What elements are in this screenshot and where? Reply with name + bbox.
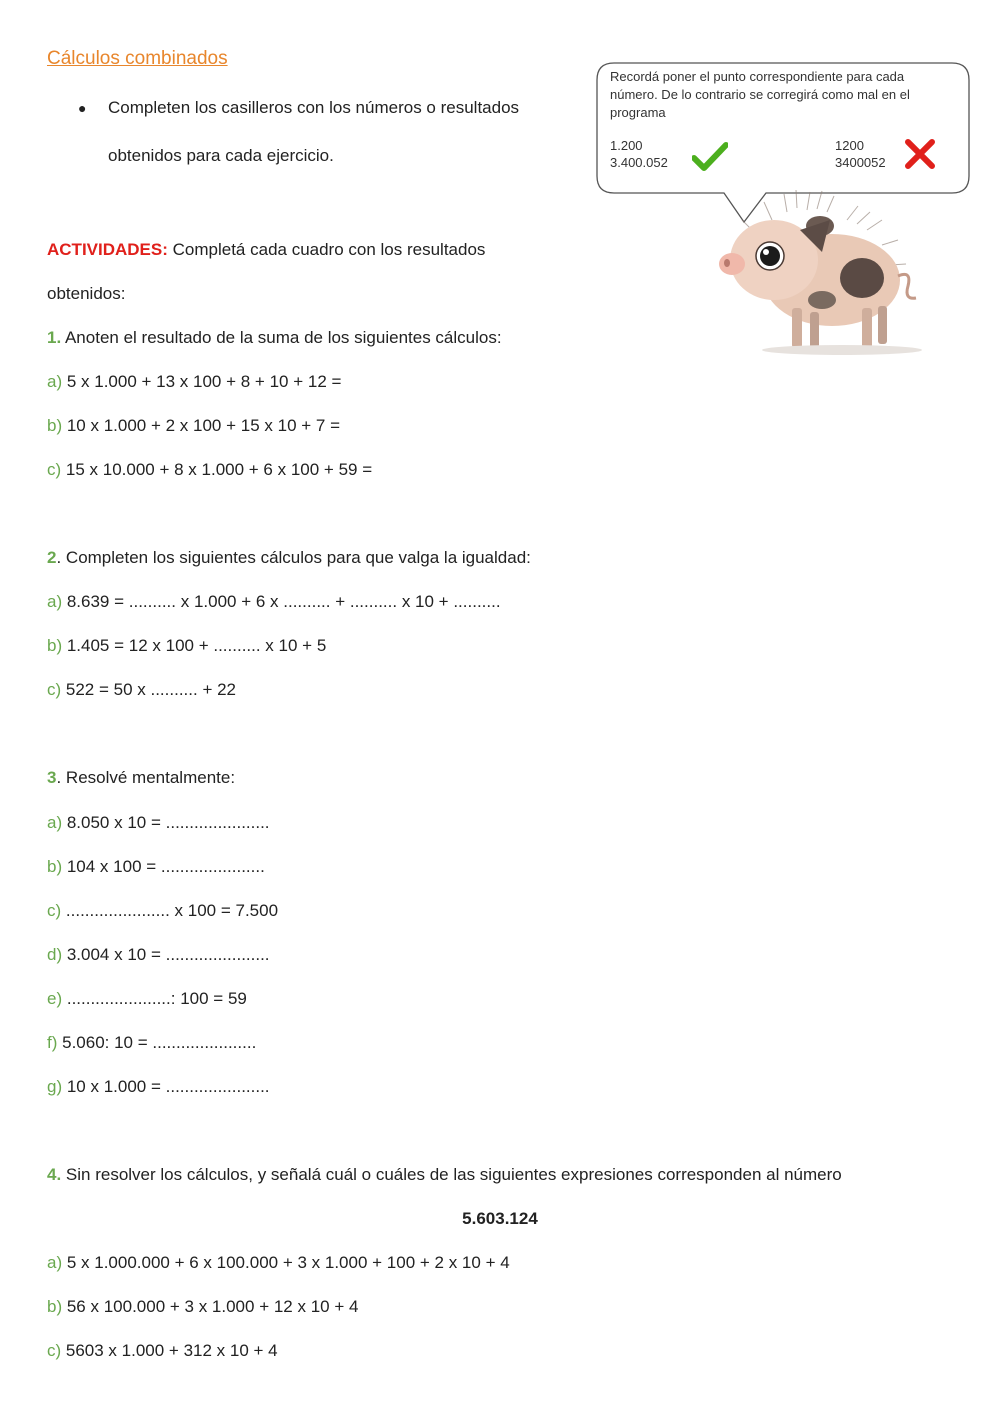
exercise-item: [47, 988, 247, 1010]
exercise-item: [47, 591, 501, 613]
exercise-text: Anoten el resultado de la suma de los siguientes cálculos:: [61, 328, 502, 347]
exercise-item: [47, 371, 341, 393]
exercise-number: 1.: [47, 328, 62, 347]
exercise-text: . Resolvé mentalmente:: [56, 768, 236, 787]
item-letter: f): [47, 1033, 58, 1052]
exercise-item: [47, 459, 372, 481]
exercise-number: 4.: [47, 1165, 62, 1184]
exercise-text: . Completen los siguientes cálculos para que valga la igualdad:: [56, 548, 531, 567]
piglet-illustration: [712, 190, 932, 360]
cross-icon: [904, 138, 936, 170]
item-text: ...................... x 100 = 7.500: [61, 901, 279, 920]
exercise-item: [47, 1340, 278, 1362]
callout-text-line-1: Recordá poner el punto correspondiente para cada: [610, 69, 905, 84]
exercise-item: [47, 944, 270, 966]
exercise-item: [47, 1252, 510, 1274]
instruction-line-1: Completen los casilleros con los números o resultados: [108, 98, 520, 117]
item-letter: g): [47, 1077, 63, 1096]
item-letter: a): [47, 372, 63, 391]
activities-text-2: obtenidos:: [47, 284, 126, 303]
item-text: 10 x 1.000 + 2 x 100 + 15 x 10 + 7 =: [62, 416, 341, 435]
exercise-item: [47, 1032, 256, 1054]
item-text: 3.004 x 10 = ......................: [62, 945, 270, 964]
exercise-item: [47, 812, 270, 834]
exercise-item: [47, 1076, 270, 1098]
bullet-dot-icon: ●: [78, 100, 87, 116]
callout-text-line-3: programa: [610, 105, 666, 120]
activities-label: ACTIVIDADES:: [47, 240, 168, 259]
item-letter: d): [47, 945, 63, 964]
item-text: 104 x 100 = ......................: [62, 857, 265, 876]
item-letter: e): [47, 989, 63, 1008]
target-number: 5.603.124: [462, 1209, 538, 1228]
item-text: 5603 x 1.000 + 312 x 10 + 4: [61, 1341, 278, 1360]
item-text: ......................: 100 = 59: [62, 989, 247, 1008]
item-letter: b): [47, 416, 63, 435]
item-letter: c): [47, 680, 62, 699]
item-letter: c): [47, 1341, 62, 1360]
item-letter: b): [47, 857, 63, 876]
activities-intro: [47, 239, 485, 261]
exercise-item: [47, 1296, 358, 1318]
item-text: 5 x 1.000 + 13 x 100 + 8 + 10 + 12 =: [62, 372, 342, 391]
item-text: 10 x 1.000 = ......................: [62, 1077, 270, 1096]
exercise-item: [47, 635, 326, 657]
exercise-number: 3: [47, 768, 57, 787]
item-text: 1.405 = 12 x 100 + .......... x 10 + 5: [62, 636, 327, 655]
item-text: 56 x 100.000 + 3 x 1.000 + 12 x 10 + 4: [62, 1297, 359, 1316]
page-title: Cálculos combinados: [47, 48, 228, 69]
callout-text-line-2: número. De lo contrario se corregirá como mal en el: [610, 87, 910, 102]
exercise-text: Sin resolver los cálculos, y señalá cuál o cuáles de las siguientes expresiones corresponden al número: [61, 1165, 842, 1184]
reminder-callout: [596, 62, 970, 194]
exercise-1-heading: [47, 327, 502, 349]
item-letter: a): [47, 1253, 63, 1272]
exercise-item: [47, 900, 278, 922]
instruction-line-2: obtenidos para cada ejercicio.: [108, 146, 334, 165]
item-text: 522 = 50 x .......... + 22: [61, 680, 237, 699]
item-letter: b): [47, 636, 63, 655]
item-text: 5 x 1.000.000 + 6 x 100.000 + 3 x 1.000 + 100 + 2 x 10 + 4: [62, 1253, 510, 1272]
item-letter: a): [47, 813, 63, 832]
item-text: 8.639 = .......... x 1.000 + 6 x .......... + .......... x 10 + ..........: [62, 592, 501, 611]
wrong-example-1: 1200: [835, 138, 864, 153]
exercise-item: [47, 679, 236, 701]
correct-example-2: 3.400.052: [610, 155, 668, 170]
wrong-example-2: 3400052: [835, 155, 886, 170]
correct-example-1: 1.200: [610, 138, 643, 153]
exercise-2-heading: [47, 547, 531, 569]
item-text: 15 x 10.000 + 8 x 1.000 + 6 x 100 + 59 =: [61, 460, 373, 479]
item-letter: c): [47, 460, 62, 479]
exercise-item: [47, 415, 340, 437]
exercise-4-heading: [47, 1164, 842, 1186]
exercise-item: [47, 856, 265, 878]
exercise-number: 2: [47, 548, 57, 567]
exercise-3-heading: [47, 767, 235, 789]
item-text: 5.060: 10 = ......................: [57, 1033, 257, 1052]
item-text: 8.050 x 10 = ......................: [62, 813, 270, 832]
item-letter: a): [47, 592, 63, 611]
checkmark-icon: [692, 142, 728, 172]
activities-text-1: Completá cada cuadro con los resultados: [167, 240, 486, 259]
item-letter: b): [47, 1297, 63, 1316]
item-letter: c): [47, 901, 62, 920]
